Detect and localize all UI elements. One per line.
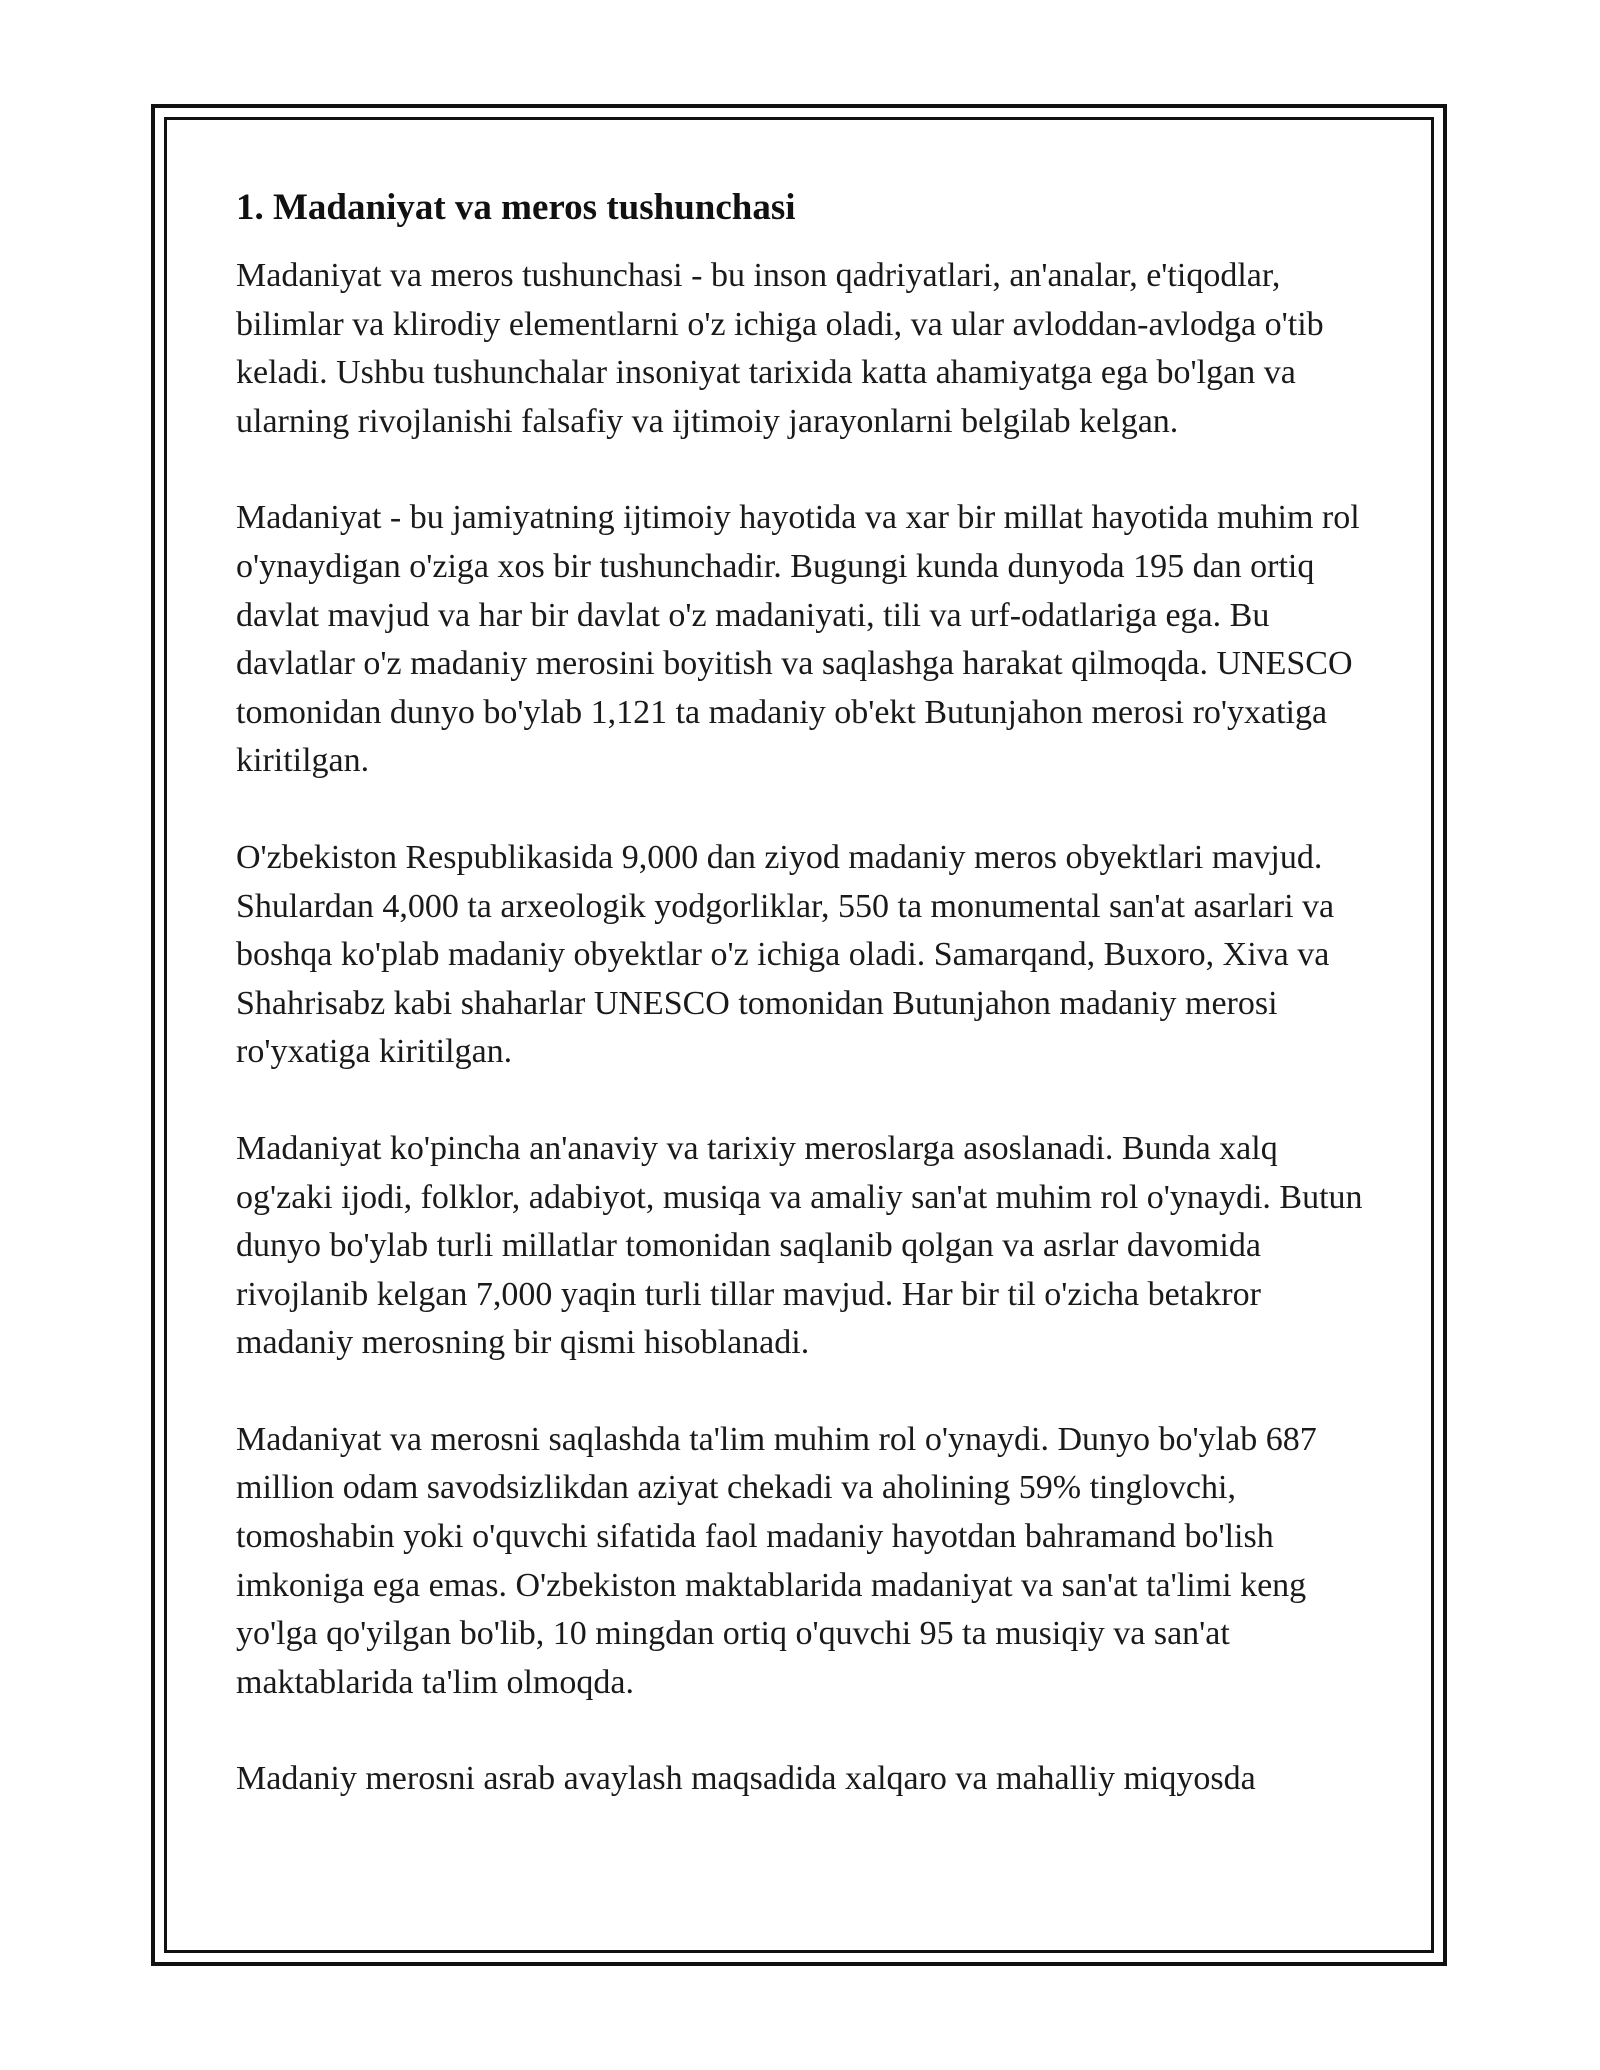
paragraph-3: O'zbekiston Respublikasida 9,000 dan ziyod madaniy meros obyektlari mavjud. Shulardan 4,000 ta arxeologik yodgorliklar, 550 ta monumental san'at asarlari va boshqa ko'plab madaniy obyektlar o'z ichiga oladi. Samarqand, Buxoro, Xiva va Shahrisabz kabi shaharlar UNESCO tomonidan Butunjahon madaniy merosi ro'yxatiga kiritilgan.: [236, 838, 1335, 1071]
paragraph-4: Madaniyat ko'pincha an'anaviy va tarixiy meroslarga asoslanadi. Bunda xalq og'zaki ijodi, folklor, adabiyot, musiqa va amaliy san'at muhim rol o'ynaydi. Butun dunyo bo'ylab turli millatlar tomonidan saqlanib qolgan va asrlar davomida rivojlanib kelgan 7,000 yaqin turli tillar mavjud. Har bir til o'zicha betakror madaniy merosning bir qismi hisoblanadi.: [236, 1129, 1363, 1362]
paragraph-2: Madaniyat - bu jamiyatning ijtimoiy hayotida va xar bir millat hayotida muhim rol o'ynaydigan o'ziga xos bir tushunchadir. Bugungi kunda dunyoda 195 dan ortiq davlat mavjud va har bir davlat o'z madaniyati, tili va urf-odatlariga ega. Bu davlatlar o'z madaniy merosini boyitish va saqlashga harakat qilmoqda. UNESCO tomonidan dunyo bo'ylab 1,121 ta madaniy ob'ekt Butunjahon merosi ro'yxatiga kiritilgan.: [236, 499, 1360, 780]
paragraph-6: Madaniy merosni asrab avaylash maqsadida xalqaro va mahalliy miqyosda: [236, 1760, 1256, 1798]
document-body: [236, 186, 1376, 1852]
section-heading: 1. Madaniyat va meros tushunchasi: [236, 187, 796, 228]
paragraph-5: Madaniyat va merosni saqlashda ta'lim muhim rol o'ynaydi. Dunyo bo'ylab 687 million odam savodsizlikdan aziyat chekadi va aholining 59% tinglovchi, tomoshabin yoki o'quvchi sifatida faol madaniy hayotdan bahramand bo'lish imkoniga ega emas. O'zbekiston maktablarida madaniyat va san'at ta'limi keng yo'lga qo'yilgan bo'lib, 10 mingdan ortiq o'quvchi 95 ta musiqiy va san'at maktablarida ta'lim olmoqda.: [236, 1420, 1317, 1701]
paragraph-1: Madaniyat va meros tushunchasi - bu inson qadriyatlari, an'analar, e'tiqodlar, bilimlar va klirodiy elementlarni o'z ichiga oladi, va ular avloddan-avlodga o'tib keladi. Ushbu tushunchalar insoniyat tarixida katta ahamiyatga ega bo'lgan va ularning rivojlanishi falsafiy va ijtimoiy jarayonlarni belgilab kelgan.: [236, 257, 1324, 440]
